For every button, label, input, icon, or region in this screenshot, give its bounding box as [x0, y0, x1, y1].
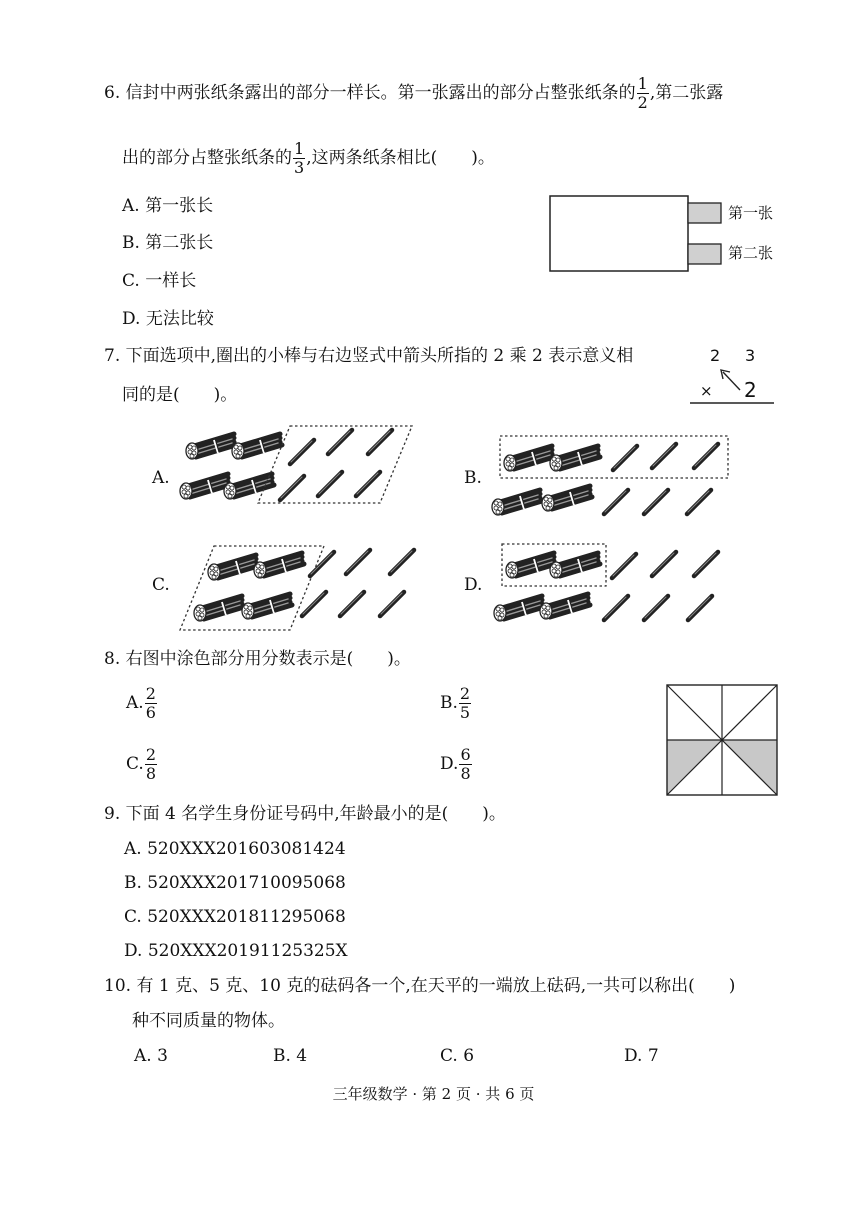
single-stick — [613, 446, 637, 470]
q6-label-second: 第二张 — [728, 244, 774, 262]
denominator: 5 — [459, 703, 471, 722]
q7-vertical-top-left: 2 — [710, 346, 721, 365]
q8-option-a-letter: A. — [126, 693, 144, 713]
q9-option-d[interactable]: D. 520XXX20191125325X — [124, 941, 348, 961]
bundle — [494, 596, 544, 621]
q7-option-d-label[interactable]: D. — [464, 575, 483, 595]
q8-option-c-fraction — [145, 747, 157, 782]
bundle — [254, 553, 304, 578]
q9-option-b[interactable]: B. 520XXX201710095068 — [124, 873, 346, 893]
bundle — [208, 555, 258, 580]
q7-option-c-label[interactable]: C. — [152, 575, 170, 595]
bundle — [224, 474, 274, 499]
q9-option-c[interactable]: C. 520XXX201811295068 — [124, 907, 346, 927]
q6-option-b[interactable]: B. 第二张长 — [122, 233, 214, 253]
denominator: 8 — [145, 764, 156, 783]
q7-option-a-label[interactable]: A. — [152, 468, 170, 488]
q6-option-c[interactable]: C. 一样长 — [122, 271, 197, 291]
single-stick — [310, 552, 334, 576]
q10-stem-line1: 10. 有 1 克、5 克、10 克的砝码各一个,在天平的一端放上砝码,一共可以称出( ) — [104, 976, 736, 996]
bundle — [542, 486, 592, 511]
single-stick — [380, 592, 404, 616]
single-stick — [318, 472, 342, 496]
q10-option-b[interactable]: B. 4 — [273, 1046, 308, 1066]
q8-option-c-letter: C. — [126, 754, 144, 774]
q6-text-c: 出的部分占整张纸条的 — [122, 148, 292, 168]
single-stick — [644, 596, 668, 620]
single-stick — [390, 550, 414, 574]
numerator: 2 — [145, 684, 156, 703]
q6-text-d: ,这两条纸条相比( )。 — [306, 148, 495, 168]
q8-square-figure — [666, 684, 778, 796]
single-stick — [340, 592, 364, 616]
single-stick — [644, 490, 668, 514]
q8-stem: 8. 右图中涂色部分用分数表示是( )。 — [104, 649, 411, 669]
q7-option-b-label[interactable]: B. — [464, 468, 482, 488]
numerator: 2 — [459, 684, 471, 703]
q9-option-a[interactable]: A. 520XXX201603081424 — [124, 839, 346, 859]
q10-option-d[interactable]: D. 7 — [624, 1046, 659, 1066]
single-stick — [356, 472, 380, 496]
q10-stem-line2: 种不同质量的物体。 — [132, 1011, 285, 1031]
q6-option-a[interactable]: A. 第一张长 — [122, 196, 214, 216]
q7-vertical-top-right: 3 — [745, 346, 756, 365]
single-stick — [694, 552, 718, 576]
bundle — [242, 594, 292, 619]
bundle — [540, 594, 590, 619]
bundle — [232, 434, 282, 459]
bundle — [186, 434, 236, 459]
single-stick — [604, 596, 628, 620]
q8-option-a[interactable] — [126, 686, 158, 721]
q7-option-d-picture — [494, 544, 718, 621]
denominator: 8 — [460, 764, 471, 783]
single-stick — [302, 592, 326, 616]
q10-option-a[interactable]: A. 3 — [134, 1046, 168, 1066]
q8-option-d-letter: D. — [440, 754, 459, 774]
q7-option-b-picture — [492, 436, 728, 515]
q8-option-b-letter: B. — [440, 693, 458, 713]
q10-option-c[interactable]: C. 6 — [440, 1046, 475, 1066]
q7-option-a-picture — [180, 426, 412, 503]
q8-option-c[interactable] — [126, 747, 158, 782]
bundle — [506, 553, 556, 578]
q8-option-d[interactable] — [440, 747, 473, 782]
q6-option-d[interactable]: D. 无法比较 — [122, 309, 214, 329]
single-stick — [652, 552, 676, 576]
q6-text-a: 6. 信封中两张纸条露出的部分一样长。第一张露出的部分占整张纸条的 — [104, 83, 636, 103]
q7-vertical-bottom: 2 — [744, 378, 757, 402]
denominator: 6 — [145, 703, 156, 722]
single-stick — [604, 490, 628, 514]
single-stick — [688, 596, 712, 620]
single-stick — [346, 550, 370, 574]
q6-frac1-denominator: 2 — [637, 93, 648, 112]
single-stick — [687, 490, 711, 514]
single-stick — [368, 430, 392, 454]
numerator: 2 — [145, 745, 156, 764]
single-stick — [652, 444, 676, 468]
bundle — [504, 446, 554, 471]
q6-text-b: ,第二张露 — [649, 83, 724, 103]
bundle — [194, 596, 244, 621]
single-stick — [328, 430, 352, 454]
q7-stem-line2: 同的是( )。 — [122, 385, 238, 405]
q7-stem-line1: 7. 下面选项中,圈出的小棒与右边竖式中箭头所指的 2 乘 2 表示意义相 — [104, 346, 634, 366]
q6-label-first: 第一张 — [728, 204, 774, 222]
q8-option-a-fraction — [145, 686, 157, 721]
q9-stem: 9. 下面 4 名学生身份证号码中,年龄最小的是( )。 — [104, 804, 506, 824]
numerator: 6 — [460, 745, 471, 764]
q6-frac1-numerator: 1 — [637, 74, 648, 93]
single-stick — [280, 476, 304, 500]
q8-option-b[interactable] — [440, 686, 472, 721]
q8-option-b-fraction — [459, 686, 471, 721]
bundle — [550, 553, 600, 578]
single-stick — [694, 444, 718, 468]
q7-option-c-picture — [180, 546, 414, 630]
bundle — [550, 446, 600, 471]
q6-frac2-denominator: 3 — [294, 158, 305, 177]
single-stick — [612, 554, 636, 578]
page-footer: 三年级数学 · 第 2 页 · 共 6 页 — [332, 1085, 535, 1103]
bundle — [180, 474, 230, 499]
q7-vertical-times: × — [700, 382, 713, 400]
q6-frac2-numerator: 1 — [294, 139, 305, 158]
q8-option-d-fraction — [459, 747, 471, 782]
single-stick — [290, 440, 314, 464]
bundle — [492, 490, 542, 515]
